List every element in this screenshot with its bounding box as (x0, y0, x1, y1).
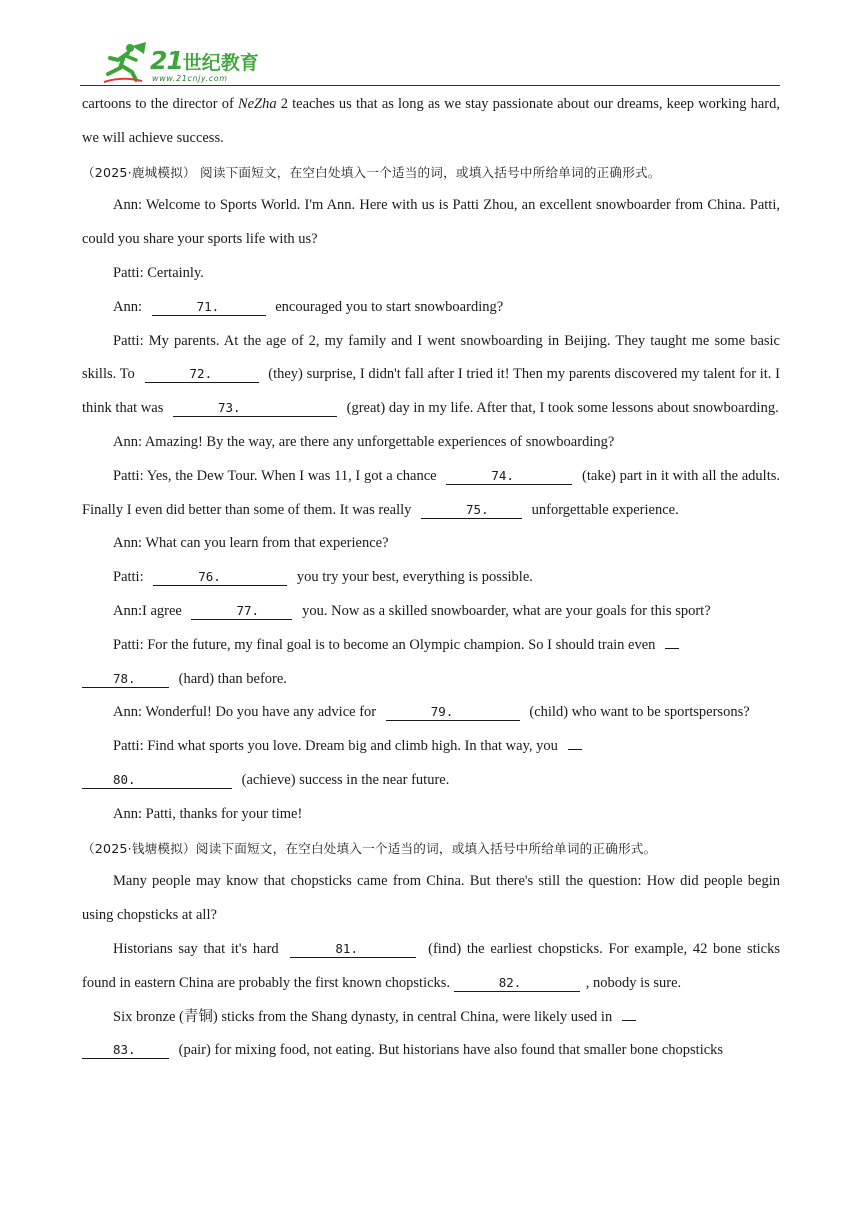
paragraph: Patti: Certainly. (113, 264, 204, 281)
paragraph: Historians say that it's hard 81. (find) the earliest chopsticks. For example, 42 bone sticks found in eastern China are probably the first known chopsticks. 82. , nobody is sure. (82, 940, 780, 991)
exercise-source: （2025·钱塘模拟）阅读下面短文，在空白处填入一个适当的词，或填入括号中所给单词的正确形式。 (82, 840, 657, 856)
blank-line (665, 631, 679, 649)
answer-blank[interactable]: 75. (421, 501, 522, 519)
paragraph: Ann: Wonderful! Do you have any advice for 79. (child) who want to be sportspersons? (113, 704, 750, 721)
paragraph: Ann: 71. encouraged you to start snowboarding? (113, 298, 504, 315)
paragraph: Patti: Find what sports you love. Dream big and climb high. In that way, you 80. (achieve) success in the near future. (82, 730, 780, 798)
paragraph: Patti: For the future, my final goal is to become an Olympic champion. So I should train even 78. (hard) than before. (82, 629, 780, 697)
header-rule (80, 85, 780, 86)
answer-blank[interactable]: 81. (290, 940, 416, 958)
exercise-source: （2025·鹿城模拟） 阅读下面短文，在空白处填入一个适当的词，或填入括号中所给单词的正确形式。 (82, 164, 661, 180)
paragraph: Ann: Amazing! By the way, are there any unforgettable experiences of snowboarding? (113, 433, 615, 450)
paragraph: Ann: Patti, thanks for your time! (113, 805, 303, 822)
answer-blank[interactable]: 78. (82, 670, 169, 688)
logo (102, 40, 272, 84)
answer-blank[interactable]: 76. (153, 568, 287, 586)
paragraph: Many people may know that chopsticks came from China. But there's still the question: How did people begin using chopsticks at all? (82, 873, 780, 924)
paragraph: Ann: What can you learn from that experience? (113, 535, 389, 552)
answer-blank[interactable]: 72. (145, 365, 259, 383)
paragraph: Six bronze (青铜) sticks from the Shang dynasty, in central China, were likely used in 83. (pair) for mixing food, not eating. But historians have also found that smaller bone chopsticks (82, 1001, 780, 1069)
paragraph: Ann:I agree 77. you. Now as a skilled snowboarder, what are your goals for this sport? (113, 602, 711, 619)
answer-blank[interactable]: 77. (191, 602, 292, 620)
page-header (80, 38, 780, 88)
answer-blank[interactable]: 71. (152, 298, 266, 316)
document-body (82, 88, 780, 1068)
answer-blank[interactable]: 79. (386, 703, 520, 721)
logo-url: www.21cnjy.com (152, 74, 228, 83)
logo-wordmark: 21世纪教育 (150, 46, 259, 75)
answer-blank[interactable]: 80. (82, 771, 232, 789)
paragraph: Patti: Yes, the Dew Tour. When I was 11, I got a chance 74. (take) part in it with all the adults. Finally I even did better than some of them. It was really 75. unforgettable experience. (82, 467, 780, 518)
answer-blank[interactable]: 74. (446, 467, 572, 485)
paragraph: Patti: My parents. At the age of 2, my family and I went snowboarding in Beijing. They taught me some basic skills. To 72. (they) surprise, I didn't fall after I tried it! Then my parents discovered my talent for it. I think that was 73. (great) day in my life. After that, I took some lessons about snowboarding. (82, 332, 780, 417)
blank-line (568, 732, 582, 750)
answer-blank[interactable]: 82. (454, 974, 580, 992)
paragraph: Patti: 76. you try your best, everything is possible. (113, 569, 533, 586)
answer-blank[interactable]: 73. (173, 399, 337, 417)
paragraph: cartoons to the director of NeZha 2 teaches us that as long as we stay passionate about our dreams, keep working hard, we will achieve success. (82, 96, 780, 146)
answer-blank[interactable]: 83. (82, 1041, 169, 1059)
runner-icon (102, 40, 154, 84)
paragraph: Ann: Welcome to Sports World. I'm Ann. Here with us is Patti Zhou, an excellent snowboarder from China. Patti, could you share your sports life with us? (82, 197, 780, 248)
blank-line (622, 1003, 636, 1021)
